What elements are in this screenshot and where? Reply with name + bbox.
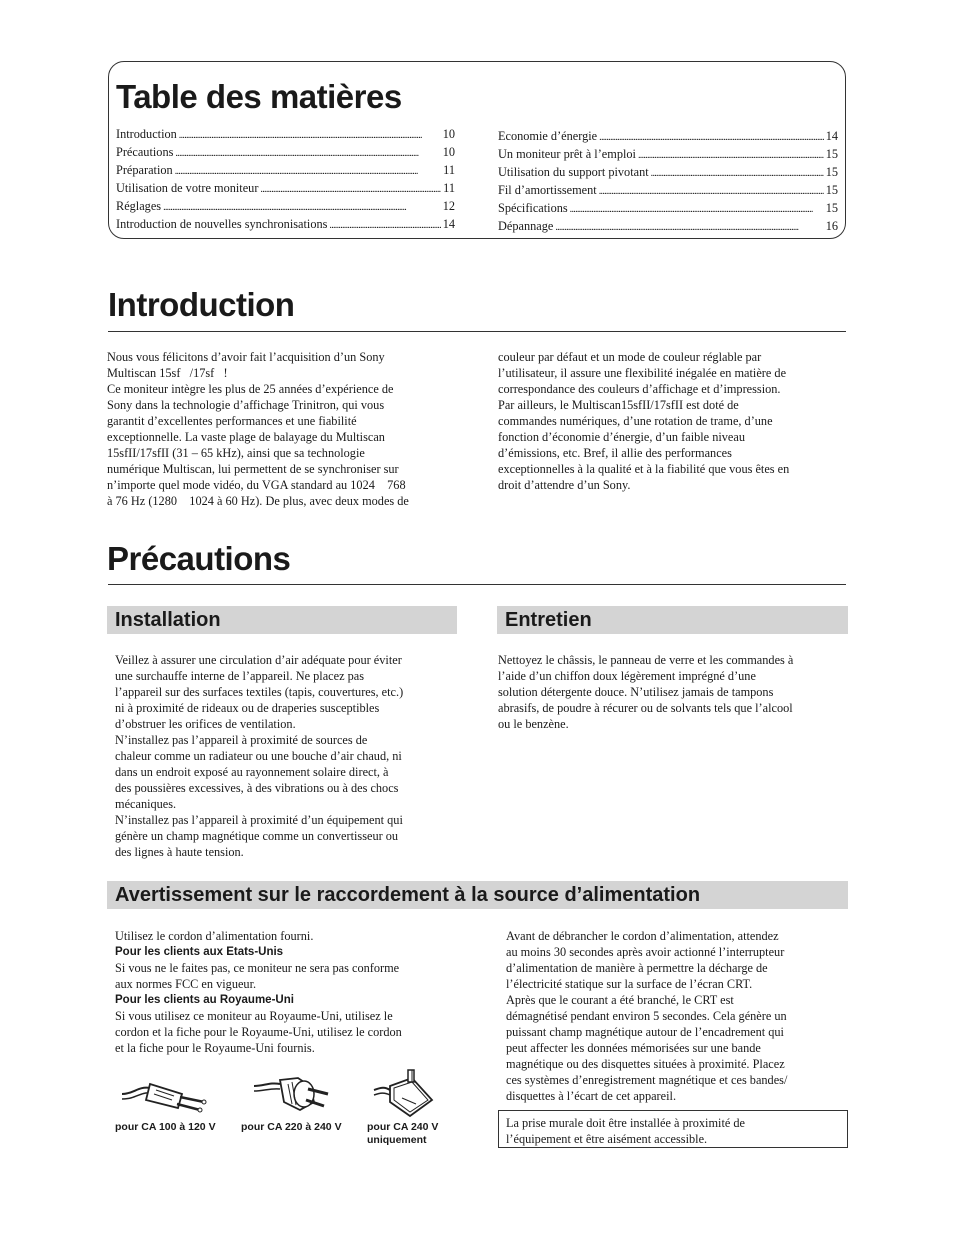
toc-entry[interactable]: Introduction . . . 10 bbox=[116, 126, 455, 144]
toc-title: Table des matières bbox=[116, 78, 402, 115]
plug-caption-uk: pour CA 240 V uniquement bbox=[367, 1121, 439, 1146]
toc-entry[interactable]: Introduction de nouvelles synchronisations . . . 14 bbox=[116, 216, 455, 234]
entretien-text: Nettoyez le châssis, le panneau de verre et les commandes à l’aide d’un chiffon doux légèrement imprégné d’une solution détergente douce. N’utilisez jamais de tampons abrasifs, de poudre à récurer ou de solvants tels que l’alcool ou le benzène. bbox=[498, 653, 794, 731]
toc-entry[interactable]: Précautions . . . 10 bbox=[116, 144, 455, 162]
warning-heading: Avertissement sur le raccordement à la source d’alimentation bbox=[107, 881, 848, 909]
wall-outlet-note: La prise murale doit être installée à proximité de l’équipement et être aisément accessible. bbox=[498, 1110, 848, 1148]
us-plug-icon bbox=[120, 1072, 212, 1118]
toc-entry[interactable]: Spécifications . . . 15 bbox=[498, 200, 838, 218]
installation-text: Veillez à assurer une circulation d’air adéquate pour éviter une surchauffe interne de l’appareil. Ne placez pas l’appareil sur des surfaces textiles (tapis, couvertures, etc.) ni à proximité de rideaux ou de draperies susceptibles d’obstruer les orifices de ventilation. N’installez pas l’appareil à proximité de sources de chaleur comme un radiateur ou une bouche d’air chaud, ni dans un endroit exposé au rayonnement solaire direct, à des poussières excessives, à des vibrations ou à des chocs mécaniques. N’installez pas l’appareil à proximité d’un équipement qui génère un champ magnétique comme un convertisseur ou des lignes à haute tension. bbox=[115, 653, 404, 859]
precautions-rule bbox=[108, 584, 846, 585]
uk-plug-icon bbox=[372, 1068, 436, 1120]
toc-entry[interactable]: Fil d’amortissement . . . 15 bbox=[498, 182, 838, 200]
plug-caption-us: pour CA 100 à 120 V bbox=[115, 1121, 216, 1133]
toc-entry[interactable]: Un moniteur prêt à l’emploi . . . 15 bbox=[498, 146, 838, 164]
toc-entry[interactable]: Dépannage . . . 16 bbox=[498, 218, 838, 236]
introduction-rule bbox=[108, 331, 846, 332]
toc-entry[interactable]: Utilisation du support pivotant . . . 15 bbox=[498, 164, 838, 182]
toc-entry[interactable]: Economie d’énergie . . . 14 bbox=[498, 128, 838, 146]
introduction-right-text: couleur par défaut et un mode de couleur réglable par l’utilisateur, il assure une flexibilité inégalée en matière de correspondance des couleurs d’affichage et d’impression. Par ailleurs, le Multiscan15sfII/17sfII est doté de commandes numériques, d’une rotation de trame, d’une fonction d’économie d’énergie, d’un faible niveau d’émissions, etc. Bref, il allie des performances exceptionnelles à la qualité et à la fiabilité que vous êtes en droit d’attendre d’un Sony. bbox=[498, 350, 790, 492]
toc-entry[interactable]: Préparation . . . 11 bbox=[116, 162, 455, 180]
introduction-title: Introduction bbox=[108, 286, 295, 323]
precautions-title: Précautions bbox=[107, 540, 291, 577]
warning-right-text: Avant de débrancher le cordon d’alimentation, attendez au moins 30 secondes après avoir actionné l’interrupteur d’alimentation de manière à permettre la décharge de l’électricité statique sur la surface de l’écran CRT. Après que le courant a été branché, le CRT est démagnétisé pendant environ 5 secondes. Cela génère un puissant champ magnétique autour de l’encadrement qui peut affecter les données mémorisées sur une bande magnétique ou des disquettes situées à proximité. Placez ces systèmes d’enregistrement magnétique et ces bandes/ disquettes à l’écart de cet appareil. bbox=[506, 929, 788, 1103]
warning-left-text: Utilisez le cordon d’alimentation fourni. Pour les clients aux Etats-Unis Si vous ne le faites pas, ce moniteur ne sera pas conforme aux normes FCC en vigueur. Pour les clients au Royaume-Uni Si vous utilisez ce moniteur au Royaume-Uni, utilisez le cordon et la fiche pour le Royaume-Uni, utilisez le cordon et la fiche pour le Royaume-Uni fournis. bbox=[115, 929, 402, 1055]
toc-entry[interactable]: Utilisation de votre moniteur . . . 11 bbox=[116, 180, 455, 198]
toc-left-column bbox=[116, 126, 455, 234]
toc-entry[interactable]: Réglages . . . 12 bbox=[116, 198, 455, 216]
installation-heading: Installation bbox=[107, 606, 457, 634]
entretien-heading: Entretien bbox=[497, 606, 848, 634]
toc-right-column bbox=[498, 128, 838, 236]
plug-caption-eu: pour CA 220 à 240 V bbox=[241, 1121, 342, 1133]
eu-plug-icon bbox=[252, 1072, 348, 1118]
introduction-left-text: Nous vous félicitons d’avoir fait l’acquisition d’un Sony Multiscan 15sf /17sf ! Ce moniteur intègre les plus de 25 années d’expérience de Sony dans la technologie d’affichage Trinitron, qui vous garantit d’excellentes performances et une fiabilité exceptionnelle. La vaste plage de balayage du Multiscan 15sfII/17sfII (31 – 65 kHz), ainsi que sa technologie numérique Multiscan, lui permettent de se synchroniser sur n’importe quel mode vidéo, du VGA standard au 1024 768 à 76 Hz (1280 1024 à 60 Hz). De plus, avec deux modes de bbox=[107, 350, 409, 508]
